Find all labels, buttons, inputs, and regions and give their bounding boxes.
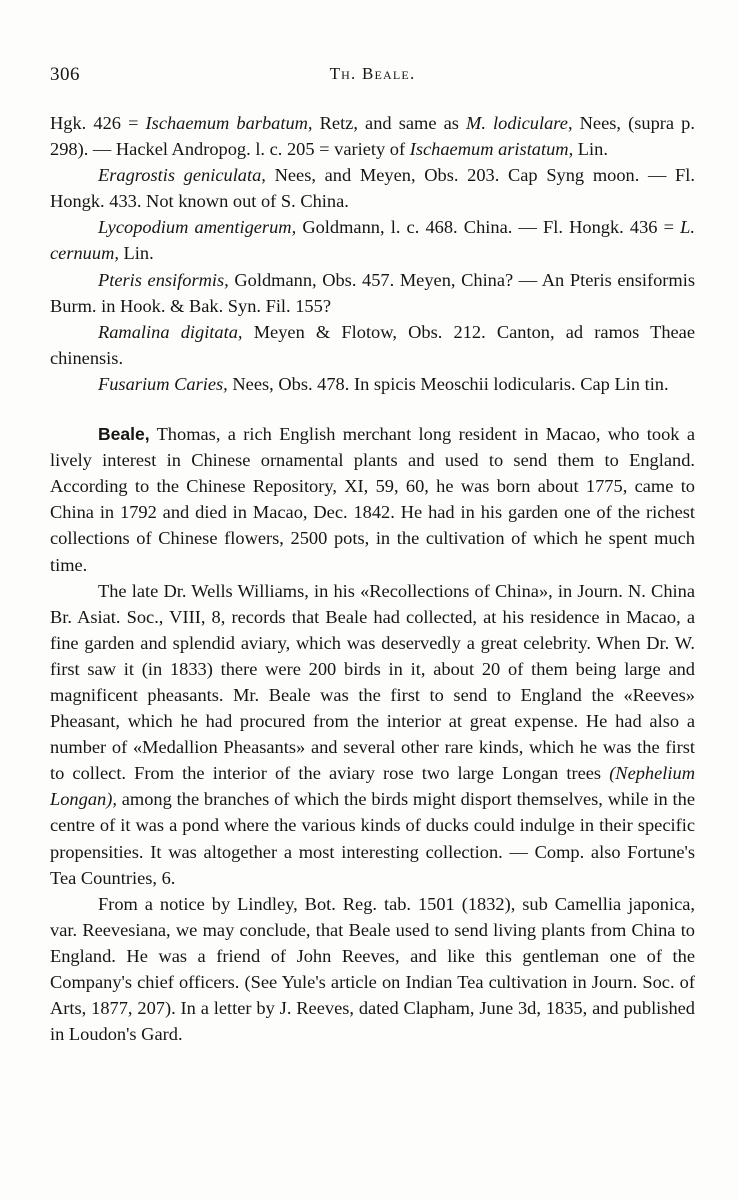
paragraph-beale-entry: [50, 421, 695, 578]
running-head: Th. Beale.: [329, 64, 416, 83]
text-run: Meyen & Flotow, Obs. 212. Canton, ad ramos Theae chinensis.: [50, 321, 696, 368]
text-run: From a notice by Lindley, Bot. Reg. tab. 1501 (1832), sub Camellia japonica, var. Reevesiana, we may conclude, that Beale used to send living plants from China to England. He was a friend of John Reeves, and like this gentleman one of the Company's chief officers. (See Yule's article on Indian Tea cultivation in Journ. Soc. of Arts, 1877, 207). In a letter by J. Reeves, dated Clapham, June 3d, 1835, and published in Loudon's Gard.: [50, 893, 695, 1045]
paragraph-eragrostis: [50, 162, 695, 214]
species-name: Ischaemum aristatum,: [409, 139, 574, 160]
page-number: 306: [50, 64, 80, 85]
text-run: Lin.: [573, 139, 608, 160]
paragraph-lycopodium: [50, 214, 695, 266]
paragraph-wells-williams: [50, 578, 695, 891]
text-run: among the branches of which the birds might disport themselves, while in the centre of it was a pond where the various kinds of ducks could indulge in their specific propensities. It was altogether a most interesting collection. — Comp. also Fortune's Tea Countries, 6.: [50, 789, 695, 888]
text-run: Lin.: [118, 243, 154, 264]
species-name: Fusarium Caries,: [98, 373, 228, 394]
text-run: The late Dr. Wells Williams, in his «Recollections of China», in Journ. N. China Br. Asiat. Soc., VIII, 8, records that Beale had collected, at his residence in Macao, a fine garden and splendid aviary, which was deservedly a great celebrity. When Dr. W. first saw it (in 1833) there were 200 birds in it, about 20 of them being large and magnificent pheasants. Mr. Beale was the first to send to England the «Reeves» Pheasant, which he had procured from the interior at great expense. He had also a number of «Medallion Pheasants» and several other rare kinds, which he was the first to collect. From the interior of the aviary rose two large Longan trees: [50, 580, 695, 784]
text-run: Hgk. 426 =: [50, 113, 146, 133]
text-run: Goldmann, l. c. 468. China. — Fl. Hongk. 436 =: [296, 217, 681, 238]
paragraph-ramalina: [50, 319, 695, 371]
text-run: Nees, (supra p. 298). — Hackel Andropog. l. c. 205 = variety of: [50, 113, 695, 160]
species-name: Lycopodium amentigerum,: [98, 217, 297, 238]
species-name: Pteris ensiformis,: [98, 269, 229, 290]
text-run: Thomas, a rich English merchant long resident in Macao, who took a lively interest in Chinese ornamental plants and used to send them to England. According to the Chinese Repository, XI, 59, 60, he was born about 1775, came to China in 1792 and died in Macao, Dec. 1842. He had in his garden one of the richest collections of Chinese flowers, 2500 pots, in the cultivation of which he spent much time.: [50, 424, 695, 575]
page-header: [50, 64, 695, 92]
species-name: Ramalina digitata,: [98, 321, 243, 342]
species-name: M. lodiculare,: [466, 113, 573, 133]
species-name: Eragrostis geniculata,: [98, 165, 266, 186]
body-text: [50, 110, 695, 1047]
species-name: L. cernuum,: [50, 217, 695, 264]
entry-headword: Beale,: [98, 424, 150, 445]
paragraph-pteris: [50, 267, 695, 319]
paragraph-lindley: [50, 891, 695, 1048]
text-run: Nees, and Meyen, Obs. 203. Cap Syng moon. — Fl. Hongk. 433. Not known out of S. China.: [50, 165, 695, 212]
text-run: Nees, Obs. 478. In spicis Meoschii lodicularis. Cap Lin tin.: [227, 373, 669, 394]
text-run: Retz, and same as: [312, 113, 467, 133]
species-name: (Nephelium Longan),: [50, 763, 695, 810]
text-run: Goldmann, Obs. 457. Meyen, China? — An Pteris ensiformis Burm. in Hook. & Bak. Syn. Fil. 155?: [50, 269, 695, 316]
paragraph-fusarium: [50, 371, 695, 397]
paragraph-ischaemum: [50, 110, 695, 162]
species-name: Ischaemum barbatum,: [145, 113, 313, 133]
